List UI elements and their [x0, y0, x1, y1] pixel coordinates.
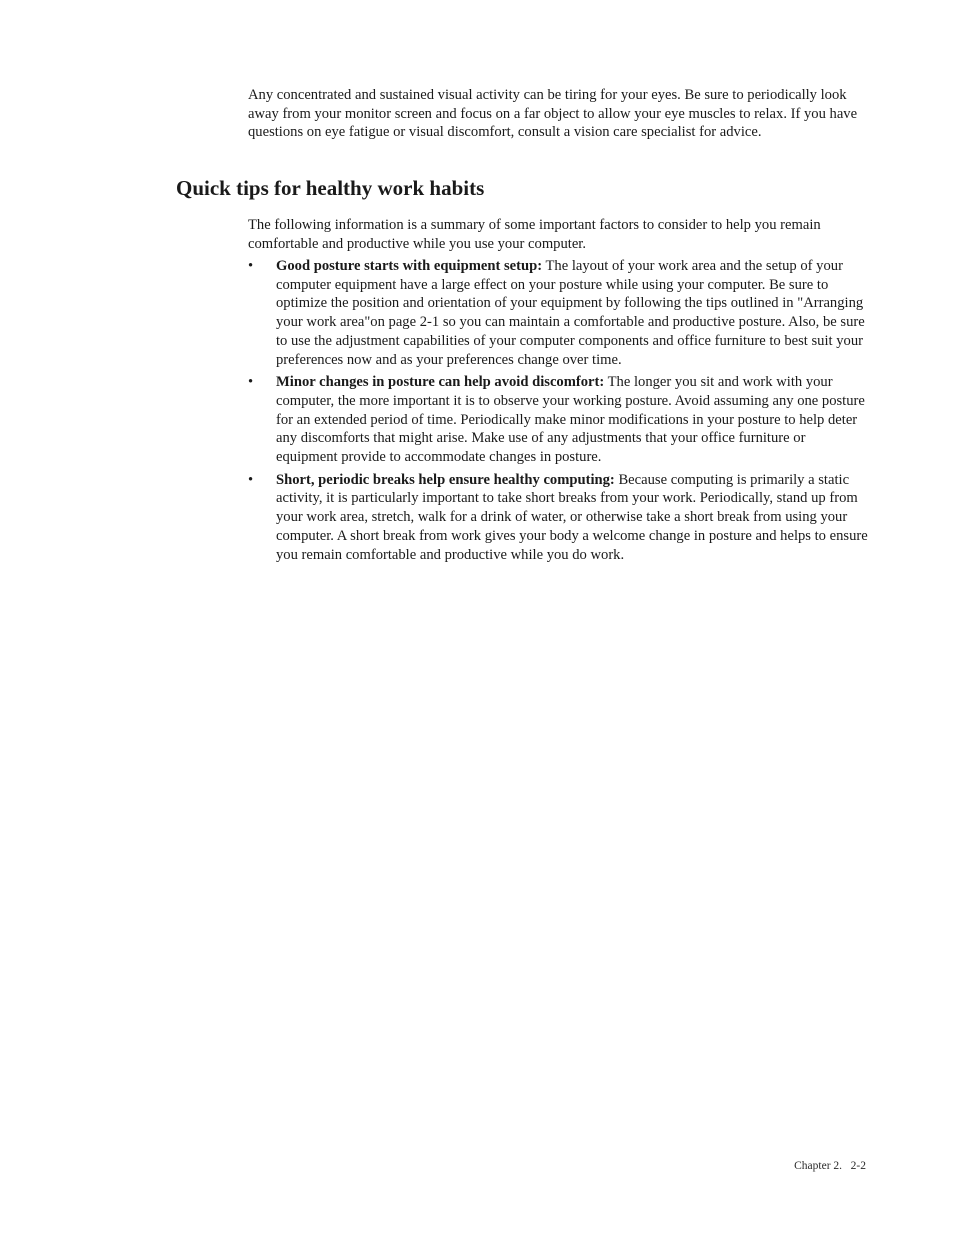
tip-lead: Short, periodic breaks help ensure healthy computing:: [276, 471, 615, 488]
tip-item-equipment-setup: [248, 257, 868, 369]
tip-lead: Minor changes in posture can help avoid discomfort:: [276, 374, 605, 391]
tip-item-posture-changes: [248, 373, 868, 467]
intro-paragraph: Any concentrated and sustained visual activity can be tiring for your eyes. Be sure to periodically look away from your monitor screen and focus on a far object to allow your eye muscles to relax. If you have questions on eye fatigue or visual discomfort, consult a vision care specialist for advice.: [248, 87, 858, 141]
tips-list: [248, 257, 868, 568]
tip-body: The layout of your work area and the setup of your computer equipment have a large effect on your posture while using your computer. Be sure to optimize the position and orientation of your equipment by following the tips outlined in "Arranging your work area"on page 2-1 so you can maintain a comfortable and productive posture. Also, be sure to use the adjustment capabilities of your computer components and office furniture to best suit your preferences now and as your preferences change over time.: [276, 258, 865, 368]
tip-body: The longer you sit and work with your computer, the more important it is to observe your working posture. Avoid assuming any one posture for an extended period of time. Periodically make minor modifications in your posture to help deter any discomforts that might arise. Make use of any adjustments that your office furniture or equipment provide to accommodate changes in posture.: [276, 374, 865, 466]
section-summary: The following information is a summary of some important factors to consider to help you remain comfortable and productive while you use your computer.: [248, 217, 821, 252]
bullet-icon: •: [248, 258, 254, 274]
tip-body: Because computing is primarily a static activity, it is particularly important to take short breaks from your work. Periodically, stand up from your work area, stretch, walk for a drink of water, or otherwise take a short break from using your computer. A short break from work gives your body a welcome change in posture and helps to ensure you remain comfortable and productive while you do work.: [276, 471, 868, 563]
bullet-icon: •: [248, 374, 254, 391]
section-heading: Quick tips for healthy work habits: [176, 176, 485, 200]
tip-item-periodic-breaks: [248, 471, 868, 565]
page-footer: Chapter 2. 2-2: [794, 1160, 866, 1172]
bullet-icon: •: [248, 471, 254, 488]
tip-lead: Good posture starts with equipment setup:: [276, 258, 543, 274]
